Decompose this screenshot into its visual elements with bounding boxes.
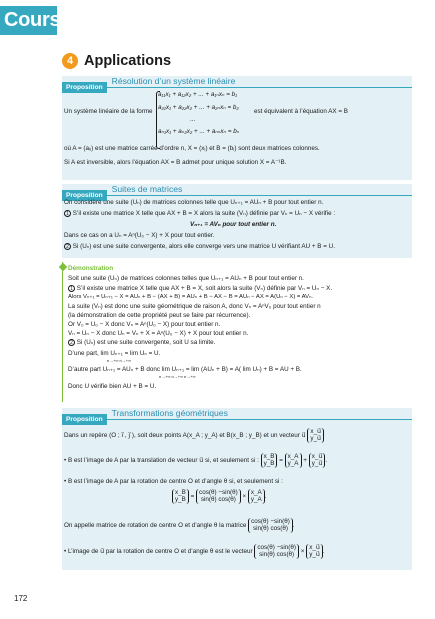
item-number-2: 2 xyxy=(68,339,75,346)
translation-mid xyxy=(285,453,302,468)
demonstration-title: Démonstration xyxy=(68,265,114,272)
demo-line-9-limits: n→+∞ n→+∞ xyxy=(107,358,131,363)
section-number: 4 xyxy=(62,53,78,69)
demo-line-10: D’autre part Uₙ₊₁ = AUₙ + B donc lim Uₙ₊₁ = lim (AUₙ + B) = A( lim Uₙ) + B = AU + B. xyxy=(68,366,302,373)
demo-line-10-limits: n→+∞ n→+∞ n→+∞ xyxy=(159,374,196,379)
matrix-entry: x_u⃗ xyxy=(310,428,322,435)
proposition-title: Transformations géométriques xyxy=(111,408,228,418)
matrix-entry: y_u⃗ xyxy=(311,460,323,468)
transfo-line-4: On appelle matrice de rotation de centre O et d’angle θ la matrice cos(θ) −sin(θ) sin(θ) cos(θ) . xyxy=(64,518,295,533)
demonstration-marker-icon xyxy=(59,263,67,271)
suites-line-5 xyxy=(64,243,335,250)
demo-line-3: Alors Vₙ₊₁ = Uₙ₊₁ − X = AUₙ + B − (AX + B) = AUₙ + B − AX − B = AUₙ − AX = A(Uₙ − X) = AVₙ. xyxy=(68,294,314,300)
proposition-header xyxy=(62,184,412,199)
transfo-line-5: • L’image de u⃗ par la rotation de centre O et d’angle θ est le vecteur cos(θ) −sin(θ) sin(θ) cos(θ) × x_u⃗ y_u⃗ . xyxy=(64,544,325,559)
transfo-line-2: • B est l’image de A par la translation de vecteur u⃗ si, et seulement si : x_B y_B = x_A y_A + x_u⃗ y_u⃗ . xyxy=(64,453,328,468)
proposition-title: Résolution d’un système linéaire xyxy=(111,76,236,86)
matrix-entry: x_A xyxy=(287,453,299,460)
translation-right xyxy=(309,453,326,468)
system-eq2: a₂₁x₁ + a₂₂x₂ + ... + a₂ₙxₙ = b₂ xyxy=(158,104,239,111)
proposition-box-transformations xyxy=(62,408,412,570)
image-vector xyxy=(306,544,323,559)
matrix-entry: x_u⃗ xyxy=(311,453,323,460)
system-where: où A = (aᵢⱼ) est une matrice carrée d’ordre n, X = (xⱼ) et B = (bⱼ) sont deux matrices colonnes. xyxy=(64,145,320,152)
transfo-line-1 xyxy=(64,428,324,443)
matrix-entry: x_u⃗ xyxy=(309,544,320,551)
demo-line-5: (la démonstration de cette propriété peut se faire par récurrence). xyxy=(68,312,251,319)
matrix-entry: x_A xyxy=(250,489,262,496)
proposition-box-systeme xyxy=(62,76,412,180)
matrix-entry: y_B xyxy=(263,460,275,468)
image-matrix xyxy=(254,544,299,559)
suites-line-1: On considère une suite (Uₙ) de matrices colonnes telle que Uₙ₊₁ = AUₙ + B pour tout entier n. xyxy=(64,199,324,206)
system-equiv: est équivalent à l’équation AX = B xyxy=(254,108,348,115)
transfo-line-4-text: On appelle matrice de rotation de centre O et d’angle θ la matrice xyxy=(64,522,247,530)
transfo-line-3: • B est l’image de A par la rotation de centre O et d’angle θ si, et seulement si : xyxy=(64,478,283,485)
suites-line-2-text: S’il existe une matrice X telle que AX + B = X alors la suite (Vₙ) définie par Vₙ = Uₙ − X vérifie : xyxy=(72,210,336,217)
matrix-entry: sin(θ) cos(θ) xyxy=(259,551,295,559)
demo-line-6: Or V₀ = U₀ − X donc Vₙ = Aⁿ(U₀ − X) pour tout entier n. xyxy=(68,321,221,328)
system-intro: Un système linéaire de la forme xyxy=(64,108,153,115)
matrix-entry: y_A xyxy=(287,460,299,468)
transfo-line-1-text: Dans un repère (O ; i⃗ , j⃗ ), soit deux points A(x_A ; y_A) et B(x_B ; y_B) et un vecteur u⃗ xyxy=(64,432,306,440)
matrix-entry: y_u⃗ xyxy=(310,435,322,443)
section-header xyxy=(62,52,171,70)
demo-line-1: Soit une suite (Uₙ) de matrices colonnes telles que Uₙ₊₁ = AUₙ + B pour tout entier n. xyxy=(68,275,304,282)
item-number-1: 1 xyxy=(64,210,71,217)
demo-line-8 xyxy=(68,339,215,346)
cours-label: Cours xyxy=(4,9,61,31)
demo-line-2-text: S’il existe une matrice X telle que AX + B = X, soit alors la suite (Vₙ) définie par Vₙ = Uₙ − X. xyxy=(76,285,333,292)
suites-line-5-text: Si (Uₙ) est une suite convergente, alors elle converge vers une matrice U vérifiant AU + B = U. xyxy=(72,243,335,250)
matrix-entry: y_B xyxy=(175,496,186,504)
rotation-matrix xyxy=(196,489,241,504)
matrix-entry: sin(θ) cos(θ) xyxy=(200,496,236,504)
matrix-entry: sin(θ) cos(θ) xyxy=(252,525,288,533)
system-eq1: a₁₁x₁ + a₁₂x₂ + ... + a₁ₙxₙ = b₁ xyxy=(158,91,238,98)
matrix-entry: cos(θ) −sin(θ) xyxy=(251,518,290,525)
demo-line-2 xyxy=(68,285,332,292)
section-title: Applications xyxy=(84,53,172,69)
demonstration-block xyxy=(62,262,412,402)
matrix-entry: x_B xyxy=(263,453,275,460)
demo-line-7: Vₙ = Uₙ − X donc Uₙ = Vₙ + X = Aⁿ(U₀ − X) + X pour tout entier n. xyxy=(68,330,249,337)
matrix-entry: y_A xyxy=(250,496,262,504)
demo-line-4: La suite (Vₙ) est donc une suite géométrique de raison A, donc Vₙ = AⁿV₀ pour tout entier n xyxy=(68,303,321,310)
page-number: 172 xyxy=(14,594,28,603)
matrix-entry: x_B xyxy=(175,489,186,496)
rotation-matrix-def xyxy=(248,518,293,533)
matrix-entry: cos(θ) −sin(θ) xyxy=(199,489,238,496)
transfo-line-2-text: • B est l’image de A par la translation de vecteur u⃗ si, et seulement si : xyxy=(64,457,259,465)
suites-line-2 xyxy=(64,210,335,217)
demo-line-9: D’une part, lim Uₙ₊₁ = lim Uₙ = U. xyxy=(68,350,161,357)
proposition-header xyxy=(62,408,412,423)
rotation-left xyxy=(172,489,189,504)
demo-line-8-text: Si (Uₙ) est une suite convergente, soit U sa limite. xyxy=(76,339,216,346)
rotation-vector xyxy=(248,489,265,504)
system-brace xyxy=(156,91,160,149)
matrix-entry: y_u⃗ xyxy=(309,551,320,559)
suites-line-4: Dans ce cas on a Uₙ = Aⁿ(U₀ − X) + X pour tout entier. xyxy=(64,232,215,239)
transfo-line-5-text: • L’image de u⃗ par la rotation de centre O et d’angle θ est le vecteur xyxy=(64,548,253,556)
proposition-title: Suites de matrices xyxy=(111,184,183,194)
proposition-tag: Proposition xyxy=(62,82,107,93)
proposition-tag: Proposition xyxy=(62,414,107,425)
system-dots: ... xyxy=(190,116,196,123)
rotation-equation: x_B y_B = cos(θ) −sin(θ) sin(θ) cos(θ) × x_A y_A . xyxy=(172,489,267,504)
proposition-tag: Proposition xyxy=(62,190,107,201)
suites-line-3: Vₙ₊₁ = AVₙ pour tout entier n. xyxy=(190,221,277,228)
system-eqn: aₙ₁x₁ + aₙ₂x₂ + ... + aₙₙxₙ = bₙ xyxy=(158,128,240,135)
demo-line-11: Donc U vérifie bien AU + B = U. xyxy=(68,383,157,390)
system-inverse: Si A est inversible, alors l’équation AX = B admet pour unique solution X = A⁻¹B. xyxy=(64,159,287,166)
cours-banner xyxy=(0,6,61,35)
item-number-1: 1 xyxy=(68,285,75,292)
proposition-box-suites xyxy=(62,184,412,258)
item-number-2: 2 xyxy=(64,243,71,250)
matrix-entry: cos(θ) −sin(θ) xyxy=(257,544,296,551)
translation-left xyxy=(261,453,278,468)
vector-u xyxy=(307,428,324,443)
proposition-header xyxy=(62,76,412,91)
